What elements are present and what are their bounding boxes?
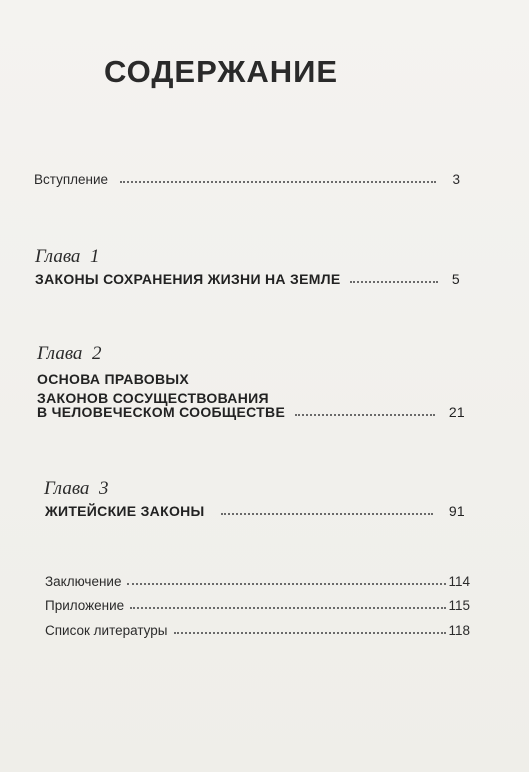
chapter-word: Глава [35, 246, 81, 267]
page-title: СОДЕРЖАНИЕ [104, 54, 339, 89]
toc-entry-chapter-1 [35, 271, 460, 287]
leader-dots [350, 281, 437, 283]
toc-entry-title: ЖИТЕЙСКИЕ ЗАКОНЫ [45, 503, 205, 519]
title-line: ЗАКОНОВ СОСУЩЕСТВОВАНИЯ [37, 390, 269, 406]
toc-entry-chapter-2 [37, 404, 465, 420]
chapter-label [37, 343, 101, 365]
toc-page-number: 5 [451, 271, 460, 287]
toc-entry-conclusion [45, 574, 470, 589]
leader-dots [295, 414, 435, 416]
chapter-word: Глава [37, 343, 83, 364]
chapter-word: Глава [44, 478, 90, 499]
toc-page-number: 118 [448, 623, 470, 638]
toc-entry-chapter-3 [45, 503, 465, 519]
toc-entry-bibliography [45, 623, 470, 638]
title-line: ОСНОВА ПРАВОВЫХ [37, 371, 189, 387]
toc-page-number: 3 [452, 172, 460, 187]
chapter-number: 2 [91, 343, 102, 364]
toc-page-number: 114 [448, 574, 470, 589]
title-line: В ЧЕЛОВЕЧЕСКОМ СООБЩЕСТВЕ [37, 404, 286, 420]
toc-entry-label: Заключение [45, 574, 122, 589]
toc-entry-appendix [45, 598, 470, 613]
chapter-label [44, 478, 108, 500]
leader-dots [130, 607, 446, 609]
leader-dots [174, 632, 447, 634]
toc-entry-label: Приложение [45, 598, 125, 613]
chapter-label [35, 246, 99, 268]
leader-dots [221, 513, 433, 515]
chapter-number: 3 [98, 478, 109, 499]
chapter-number: 1 [89, 246, 100, 267]
leader-dots [120, 181, 436, 183]
toc-entry-intro [34, 172, 460, 187]
toc-page-number: 91 [448, 503, 465, 519]
toc-entry-label: Вступление [34, 172, 109, 187]
leader-dots [127, 583, 446, 585]
show-through-text [150, 98, 330, 128]
toc-entry-title: ЗАКОНЫ СОХРАНЕНИЯ ЖИЗНИ НА ЗЕМЛЕ [35, 271, 341, 287]
toc-entry-label: Список литературы [45, 623, 168, 638]
toc-page-number: 115 [448, 598, 470, 613]
toc-entry-chapter-2-title [37, 370, 269, 408]
toc-page-number: 21 [448, 404, 465, 420]
